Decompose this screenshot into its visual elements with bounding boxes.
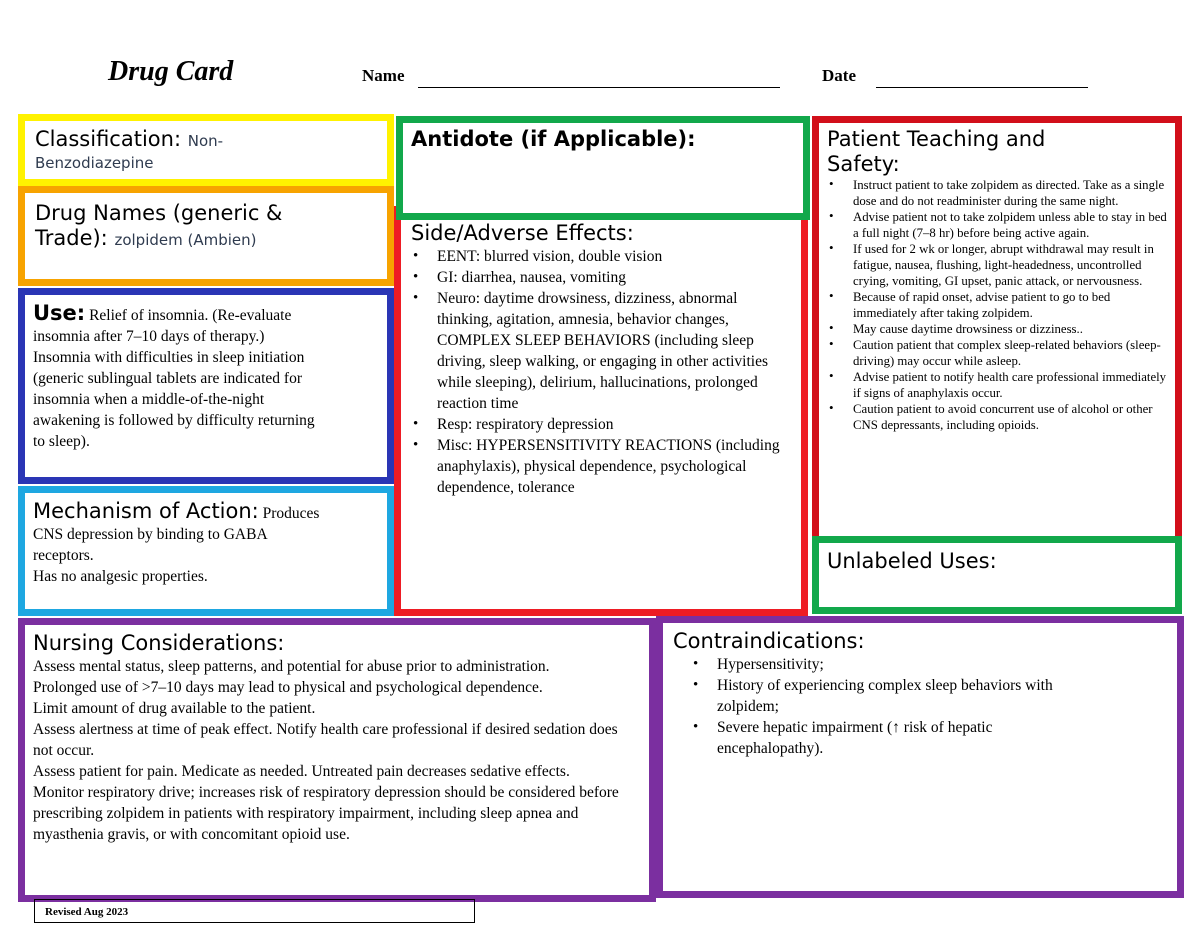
use-line: awakening is followed by difficulty returning [33,412,315,429]
patient-teaching-label: Patient Teaching and [827,127,1046,151]
use-label: Use: [33,301,86,325]
list-item: • Severe hepatic impairment (↑ risk of hepatic encephalopathy). [673,717,1053,759]
nursing-line: Assess mental status, sleep patterns, and potential for abuse prior to administration. [33,658,550,675]
classification-value-cont: Benzodiazepine [35,154,154,172]
antidote-label: Antidote (if Applicable): [411,127,696,151]
list-item: • Hypersensitivity; [673,654,1053,675]
side-effects-label: Side/Adverse Effects: [411,221,634,245]
date-label: Date [822,66,856,85]
list-item: • GI: diarrhea, nausea, vomiting [411,267,787,288]
drug-names-box [18,186,394,286]
antidote-box [396,116,810,220]
list-item: • Resp: respiratory depression [411,414,787,435]
nursing-line: Assess patient for pain. Medicate as needed. Untreated pain decreases sedative effects. [33,763,570,780]
list-item: • History of experiencing complex sleep behaviors with zolpidem; [673,675,1053,717]
unlabeled-uses-label: Unlabeled Uses: [827,549,997,573]
revised-date: Revised Aug 2023 [34,899,475,923]
contraindications-box [656,616,1184,898]
list-item: • Advise patient not to take zolpidem unless able to stay in bed a full night (7–8 hr) before being active again. [827,209,1167,241]
nursing-label: Nursing Considerations: [33,631,285,655]
date-field-line[interactable] [876,87,1088,88]
list-item: • Caution patient to avoid concurrent use of alcohol or other CNS depressants, including opioids. [827,401,1167,433]
side-effects-list [411,246,787,498]
list-item: • May cause daytime drowsiness or dizziness.. [827,321,1167,337]
nursing-line: Assess alertness at time of peak effect. Notify health care professional if desired sedation does not occur. [33,721,618,759]
list-item: • Neuro: daytime drowsiness, dizziness, abnormal thinking, agitation, amnesia, behavior changes, COMPLEX SLEEP BEHAVIORS (including sleep driving, sleep walking, or engaging in other activities while sleeping), delirium, hallucinations, prolonged reaction time [411,288,787,414]
list-item: • Because of rapid onset, advise patient to go to bed immediately after taking zolpidem. [827,289,1167,321]
name-label: Name [362,66,405,85]
use-line: (generic sublingual tablets are indicated for [33,370,302,387]
mechanism-box [18,486,394,616]
use-line: insomnia after 7–10 days of therapy.) [33,328,265,345]
list-item: • Misc: HYPERSENSITIVITY REACTIONS (including anaphylaxis), physical dependence, psychological dependence, tolerance [411,435,787,498]
list-item: • Advise patient to notify health care professional immediately if signs of anaphylaxis occur. [827,369,1167,401]
patient-teaching-box [812,116,1182,544]
use-line: Insomnia with difficulties in sleep initiation [33,349,305,366]
mechanism-line: receptors. [33,547,94,564]
classification-box [18,114,394,186]
list-item: • Instruct patient to take zolpidem as directed. Take as a single dose and do not readminister during the same night. [827,177,1167,209]
page-title: Drug Card [108,56,234,87]
side-effects-box [394,206,808,616]
use-line: Relief of insomnia. (Re-evaluate [89,307,292,324]
nursing-line: Limit amount of drug available to the patient. [33,700,316,717]
drug-names-label-cont: Trade): [35,226,108,250]
nursing-line: Monitor respiratory drive; increases risk of respiratory depression should be considered before prescribing zolpidem in patients with respiratory impairment, including sleep apnea and myasthenia gravis, or with concomitant opioid use. [33,784,619,843]
mechanism-label: Mechanism of Action: [33,499,259,523]
use-line: insomnia when a middle-of-the-night [33,391,265,408]
drug-names-label: Drug Names (generic & [35,201,283,225]
mechanism-line: Has no analgesic properties. [33,568,208,585]
nursing-line: Prolonged use of >7–10 days may lead to physical and psychological dependence. [33,679,543,696]
contraindications-list [673,654,1053,759]
use-box [18,288,394,484]
list-item: • If used for 2 wk or longer, abrupt withdrawal may result in fatigue, nausea, flushing, light-headedness, uncontrolled crying, vomiting, GI upset, panic attack, or nervousness. [827,241,1167,289]
drug-names-value: zolpidem (Ambien) [114,231,257,249]
patient-teaching-label-cont: Safety: [827,152,900,176]
use-line: to sleep). [33,433,90,450]
name-field-line[interactable] [418,87,780,88]
mechanism-line: Produces [262,505,320,522]
unlabeled-uses-box [812,536,1182,614]
contraindications-label: Contraindications: [673,629,865,653]
nursing-box [18,618,656,902]
list-item: • EENT: blurred vision, double vision [411,246,787,267]
list-item: • Caution patient that complex sleep-related behaviors (sleep-driving) may occur while asleep. [827,337,1167,369]
classification-label: Classification: [35,127,182,151]
mechanism-line: CNS depression by binding to GABA [33,526,268,543]
patient-teaching-list [827,177,1167,433]
classification-value: Non- [187,132,224,150]
